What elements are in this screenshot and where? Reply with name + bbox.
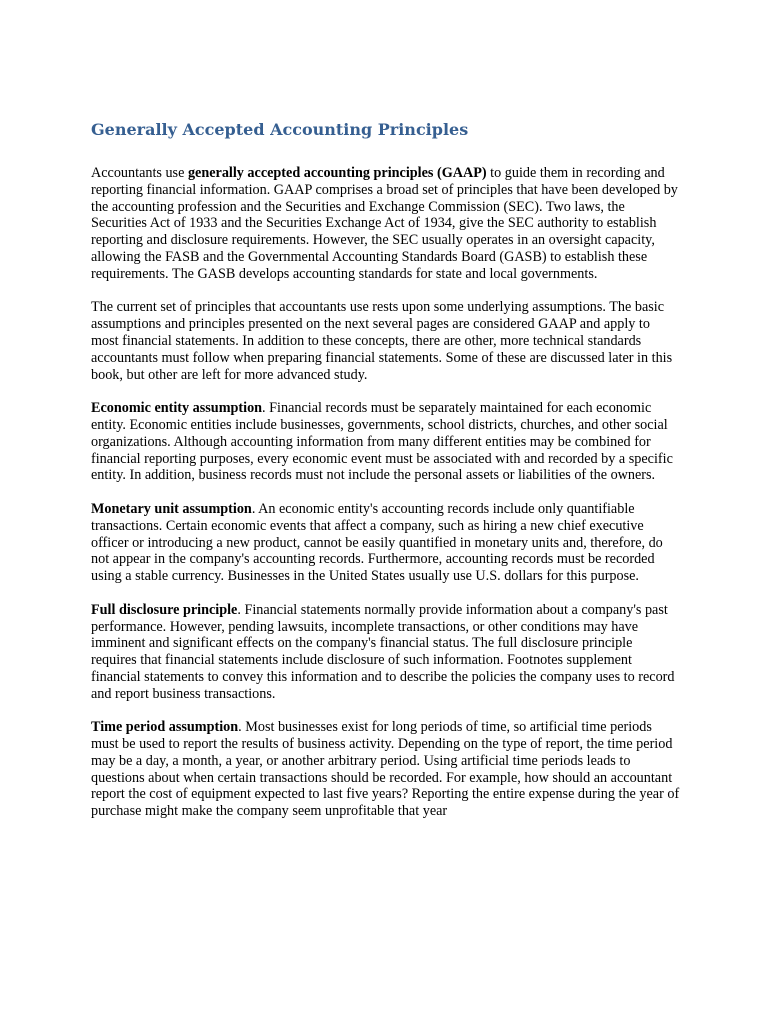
paragraph-time-period <box>91 719 681 820</box>
paragraph-bold-term: Time period assumption <box>91 719 239 736</box>
paragraph-economic-entity <box>91 400 681 484</box>
paragraph-bold-term: generally accepted accounting principles (GAAP) <box>187 165 487 181</box>
paragraph-underlying-assumptions <box>91 299 681 383</box>
paragraph-bold-term: Full disclosure principle <box>91 601 238 618</box>
paragraph-text: . Most businesses exist for long periods of time, so artificial time periods must be used to report the results of business activity. Depending on the type of report, the time period may be a day, a month, a year, or another arbitrary period. Using artificial time periods leads to questions about when certain transactions should be recorded. For example, how should an accountant report the cost of equipment expected to last five years? Reporting the entire expense during the year of purchase might make the company seem unprofitable that year <box>91 719 680 820</box>
paragraph-text: Accountants use <box>91 165 188 181</box>
paragraph-text: to guide them in recording and reporting financial information. GAAP comprises a broad set of principles that have been developed by the accounting profession and the Securities and Exchange Commission (SEC). Two laws, the Securities Act of 1933 and the Securities Exchange Act of 1934, give the SEC authority to establish reporting and disclosure requirements. However, the SEC usually operates in an oversight capacity, allowing the FASB and the Governmental Accounting Standards Board (GASB) to establish these requirements. The GASB develops accounting standards for state and local governments. <box>91 165 678 282</box>
document-body <box>91 118 681 837</box>
paragraph-text: The current set of principles that accountants use rests upon some underlying assumptions. The basic assumptions and principles presented on the next several pages are considered GAAP and apply to most financial statements. In addition to these concepts, there are other, more technical standards accountants must follow when preparing financial statements. Some of these are discussed later in this book, but other are left for more advanced study. <box>91 299 673 383</box>
paragraph-full-disclosure <box>91 602 681 703</box>
paragraph-monetary-unit <box>91 501 681 585</box>
paragraph-text: . Financial statements normally provide information about a company's past performance. However, pending lawsuits, incomplete transactions, or other conditions may have imminent and significant effects on the company's financial status. The full disclosure principle requires that financial statements include disclosure of such information. Footnotes supplement financial statements to convey this information and to describe the policies the company uses to record and report business transactions. <box>91 601 675 702</box>
paragraph-text: . Financial records must be separately maintained for each economic entity. Economic entities include businesses, governments, school districts, churches, and other social organizations. Although accounting information from many different entities may be combined for financial reporting purposes, every economic event must be associated with and recorded by a specific entity. In addition, business records must not include the personal assets or liabilities of the owners. <box>91 400 673 484</box>
document-title: Generally Accepted Accounting Principles <box>91 120 469 139</box>
paragraph-bold-term: Monetary unit assumption <box>91 500 252 517</box>
paragraph-bold-term: Economic entity assumption <box>91 400 263 417</box>
paragraph-gaap-intro <box>91 165 681 283</box>
paragraph-text: . An economic entity's accounting records include only quantifiable transactions. Certain economic events that affect a company, such as hiring a new chief executive officer or introducing a new product, cannot be easily quantified in monetary units and, therefore, do not appear in the company's accounting records. Furthermore, accounting records must be recorded using a stable currency. Businesses in the United States usually use U.S. dollars for this purpose. <box>91 500 663 585</box>
